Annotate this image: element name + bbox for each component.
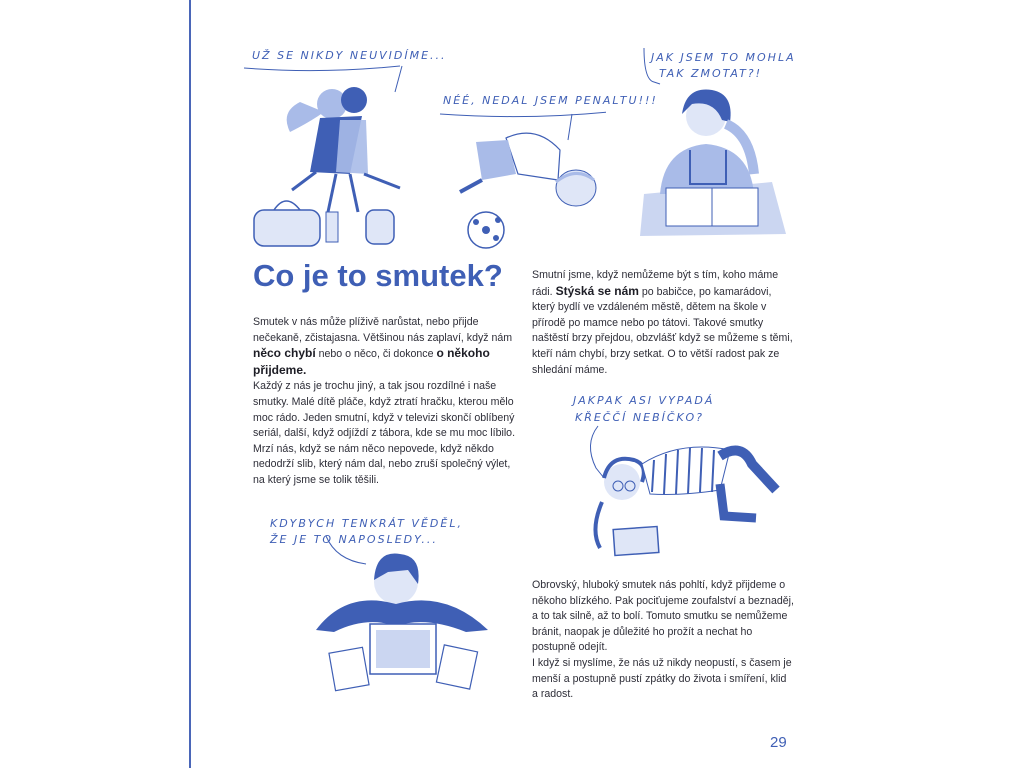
emphasis-text: Stýská se nám bbox=[555, 283, 639, 298]
text-segment: nebo o něco, či dokonce bbox=[315, 348, 437, 361]
emphasis-text: něco chybí bbox=[253, 346, 316, 361]
right-column-bottom-text bbox=[532, 578, 794, 703]
text-segment: Smutní jsme, když nemůžeme být s tím, koho máme rádi. bbox=[532, 269, 779, 298]
caption-mess-line2: TAK ZMOTAT?! bbox=[659, 67, 763, 80]
boy-with-photos-illustration bbox=[276, 520, 506, 700]
caption-hamster-line1: JAKPAK ASI VYPADÁ bbox=[573, 394, 715, 407]
caption-last-time-line2: ŽE JE TO NAPOSLEDY... bbox=[270, 533, 438, 546]
left-column-text bbox=[253, 315, 515, 489]
caption-goodbye: UŽ SE NIKDY NEUVIDÍME... bbox=[252, 49, 447, 62]
right-column-top-text bbox=[532, 268, 794, 378]
left-paragraph-1 bbox=[253, 315, 515, 379]
page-title: Co je to smutek? bbox=[253, 258, 503, 293]
caption-last-time-line1: KDYBYCH TENKRÁT VĚDĚL, bbox=[270, 517, 463, 530]
kneeling-boy-illustration bbox=[570, 420, 790, 565]
right-paragraph-1: Obrovský, hluboký smutek nás pohltí, když přijdeme o někoho blízkého. Pak pociťujeme zoufalství a beznaděj, a to tak silně, až to bolí. Tomuto smutku se nemůžeme bránit, naopak je důležité ho prožít a nechat ho postupně odejít. bbox=[532, 579, 794, 654]
page-number: 29 bbox=[770, 734, 787, 751]
caption-hamster-line2: KŘEČČÍ NEBÍČKO? bbox=[575, 411, 704, 424]
football-boy-illustration bbox=[436, 100, 606, 250]
caption-penalty: NÉÉ, NEDAL JSEM PENALTU!!! bbox=[443, 94, 658, 107]
text-segment: Smutek v nás může plíživě narůstat, nebo přijde nečekaně, zčistajasna. Většinou nás zaplaví, když nám bbox=[253, 316, 513, 344]
caption-mess-line1: JAK JSEM TO MOHLA bbox=[651, 51, 796, 64]
emphasis-text: o někoho přijdeme. bbox=[253, 346, 490, 377]
right-paragraph-2: I když si myslíme, že nás už nikdy neopustí, s časem je menší a postupně pustí zpátky do života i smíření, klid a radost. bbox=[532, 656, 792, 701]
left-paragraph-2: Každý z nás je trochu jiný, a tak jsou rozdílné i naše smutky. Malé dítě pláče, když ztratí hračku, kterou mělo moc rádo. Jeden smutní, když v televizi skončí oblíbený seriál, další, když odjíždí z tábora, kde se mu moc líbilo. Mrzí nás, když se nám něco nepovede, když někdo nedodrží slib, který nám dal, nebo zruší společný výlet, na který jsme se tolik těšili. bbox=[253, 380, 516, 486]
text-segment: po babičce, po kamarádovi, který bydlí ve vzdáleném městě, dětem na škole v přírodě po mamce nebo po tátovi. Takové smutky naštěstí brzy přejdou, obzvlášť když se můžeme s těmi, kteří nám chybí, brzy setkat. O to větší radost pak ze shledání máme. bbox=[532, 285, 793, 376]
hugging-girls-illustration bbox=[240, 62, 430, 252]
